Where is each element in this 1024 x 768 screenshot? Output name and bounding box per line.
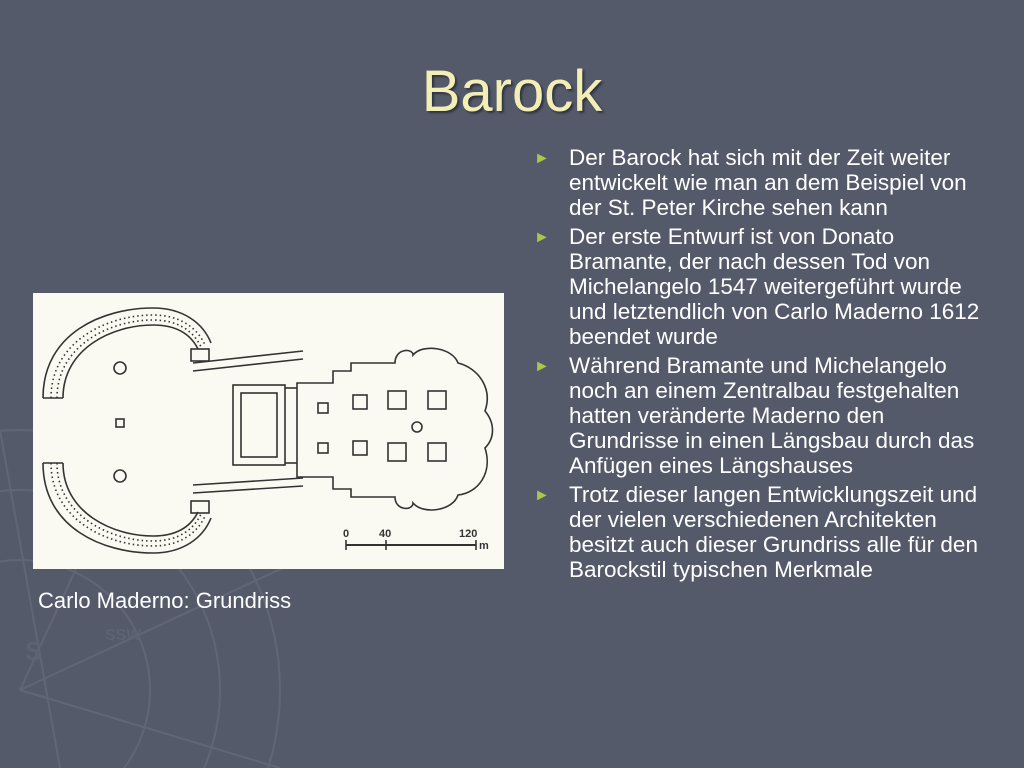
bullet-text: Der erste Entwurf ist von Donato Bramante, der nach dessen Tod von Michelangelo 1547 weitergeführt wurde und letztendlich von Carlo Maderno 1612 beendet wurde [569,224,980,349]
image-caption: Carlo Maderno: Grundriss [38,588,292,613]
floor-plan-drawing [33,293,504,569]
scale-unit: m [479,540,489,552]
bullet-list [532,145,994,586]
triangle-right-icon: ► [534,487,550,504]
scale-label-120: 120 [459,528,478,540]
svg-text:S: S [25,636,43,666]
svg-text:SSW: SSW [105,627,142,644]
triangle-right-icon: ► [534,150,550,167]
bullet-item [532,482,994,582]
triangle-right-icon: ► [534,229,550,246]
bullet-text: Trotz dieser langen Entwicklungszeit und der vielen verschiedenen Architekten besitzt auch dieser Grundriss alle für den Barockstil typischen Merkmale [569,482,978,582]
bullet-item [532,224,994,349]
bullet-item [532,353,994,478]
scale-label-0: 0 [343,528,350,540]
floor-plan-image [33,293,504,569]
bullet-text: Der Barock hat sich mit der Zeit weiter entwickelt wie man an dem Beispiel von der St. Peter Kirche sehen kann [569,145,967,220]
triangle-right-icon: ► [534,358,550,375]
slide-title: Barock [421,59,603,124]
bullet-item [532,145,994,220]
scale-label-40: 40 [379,528,392,540]
bullet-text: Während Bramante und Michelangelo noch an einem Zentralbau festgehalten hatten veränderte Maderno den Grundrisse in einen Längsbau durch das Anfügen eines Längshauses [569,353,975,478]
